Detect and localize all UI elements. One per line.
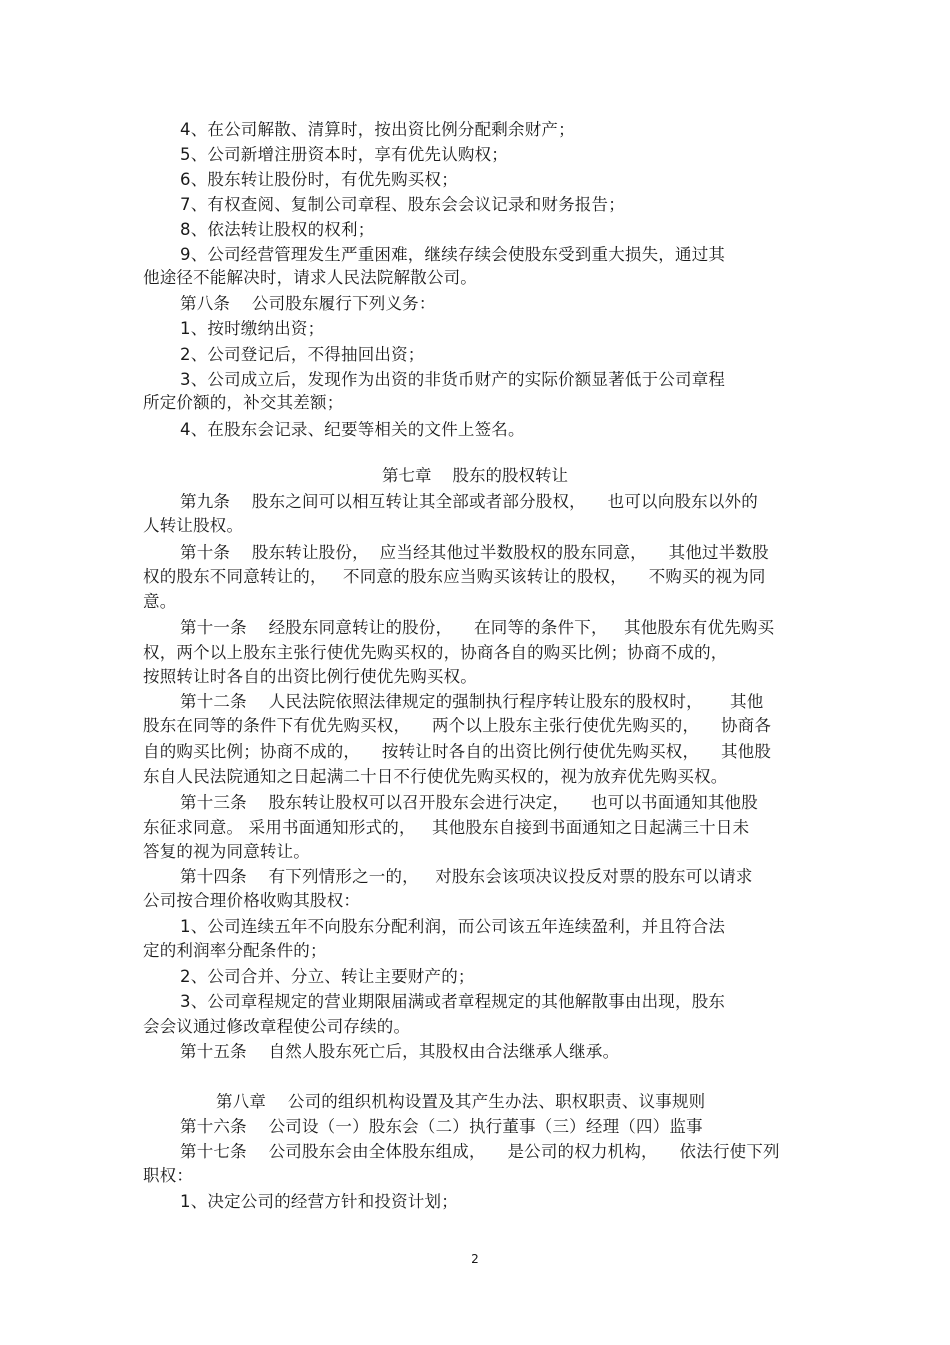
article-text: 第十六条 公司设（一）股东会（二）执行董事（三）经理（四）监事 [180, 1117, 703, 1136]
text-line: 1、公司连续五年不向股东分配利润，而公司该五年连续盈利，并且符合法 [180, 917, 726, 936]
text-line: 按照转让时各自的出资比例行使优先购买权。 [143, 667, 477, 686]
text-line: 股东在同等的条件下有优先购买权， 两个以上股东主张行使优先购买的， 协商各 [143, 716, 772, 735]
text-line: 3、公司成立后，发现作为出资的非货币财产的实际价额显著低于公司章程 [180, 370, 726, 389]
chapter-heading: 第八章 公司的组织机构设置及其产生办法、职权职责、议事规则 [216, 1092, 706, 1111]
article-text: 第十条 股东转让股份， 应当经其他过半数股权的股东同意， 其他过半数股 [180, 543, 769, 562]
text-line: 人转让股权。 [143, 516, 244, 535]
text-line: 答复的视为同意转让。 [143, 842, 310, 861]
page-number: 2 [471, 1252, 479, 1266]
text-line: 5、公司新增注册资本时，享有优先认购权； [180, 145, 508, 164]
text-line: 自的购买比例；协商不成的， 按转让时各自的出资比例行使优先购买权， 其他股 [143, 742, 772, 761]
text-line: 7、有权查阅、复制公司章程、股东会会议记录和财务报告； [180, 195, 625, 214]
text-line: 6、股东转让股份时，有优先购买权； [180, 170, 458, 189]
text-line: 公司按合理价格收购其股权： [143, 891, 361, 910]
text-line: 他途径不能解决时，请求人民法院解散公司。 [143, 268, 477, 287]
text-line: 东自人民法院通知之日起满二十日不行使优先购买权的，视为放弃优先购买权。 [143, 767, 728, 786]
text-line: 1、按时缴纳出资； [180, 319, 325, 338]
text-line: 职权： [143, 1166, 194, 1185]
article-text: 第十一条 经股东同意转让的股份， 在同等的条件下， 其他股东有优先购买 [180, 618, 775, 637]
text-line: 2、公司合并、分立、转让主要财产的； [180, 967, 475, 986]
article-text: 第十三条 股东转让股权可以召开股东会进行决定， 也可以书面通知其他股 [180, 793, 758, 812]
article-text: 第九条 股东之间可以相互转让其全部或者部分股权， 也可以向股东以外的 [180, 492, 758, 511]
text-line: 8、依法转让股权的权利； [180, 220, 375, 239]
article-text: 第十五条 自然人股东死亡后，其股权由合法继承人继承。 [180, 1042, 620, 1061]
text-line: 4、在公司解散、清算时，按出资比例分配剩余财产； [180, 120, 575, 139]
article-text: 第十四条 有下列情形之一的， 对股东会该项决议投反对票的股东可以请求 [180, 867, 753, 886]
text-line: 3、公司章程规定的营业期限届满或者章程规定的其他解散事由出现，股东 [180, 992, 726, 1011]
text-line: 会会议通过修改章程使公司存续的。 [143, 1017, 411, 1036]
text-line: 定的利润率分配条件的； [143, 941, 327, 960]
text-line: 2、公司登记后，不得抽回出资； [180, 345, 425, 364]
text-line: 东征求同意。 采用书面通知形式的， 其他股东自接到书面通知之日起满三十日未 [143, 818, 750, 837]
text-line: 1、决定公司的经营方针和投资计划； [180, 1192, 458, 1211]
article-text: 第十二条 人民法院依照法律规定的强制执行程序转让股东的股权时， 其他 [180, 692, 764, 711]
text-line: 权的股东不同意转让的， 不同意的股东应当购买该转让的股权， 不购买的视为同 [143, 567, 766, 586]
text-line: 意。 [143, 592, 177, 611]
text-line: 权，两个以上股东主张行使优先购买权的，协商各自的购买比例；协商不成的， [143, 643, 728, 662]
text-line: 所定价额的，补交其差额； [143, 393, 344, 412]
text-line: 9、公司经营管理发生严重困难，继续存续会使股东受到重大损失，通过其 [180, 245, 726, 264]
article-text: 第十七条 公司股东会由全体股东组成， 是公司的权力机构， 依法行使下列 [180, 1142, 780, 1161]
chapter-heading: 第七章 股东的股权转让 [382, 466, 568, 485]
text-line: 4、在股东会记录、纪要等相关的文件上签名。 [180, 420, 525, 439]
article-heading: 第八条 公司股东履行下列义务： [180, 294, 436, 313]
